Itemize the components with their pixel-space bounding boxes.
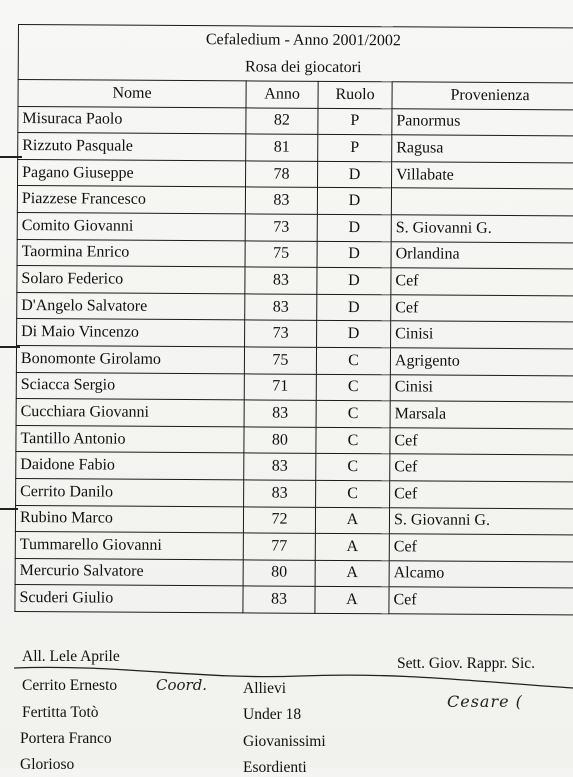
player-role: D [317,267,391,294]
player-origin: Agrigento [390,348,573,376]
player-role: C [316,374,390,401]
player-name: Taormina Enrico [17,239,245,267]
player-name: Rubino Marco [15,505,243,533]
player-origin: S. Giovanni G. [389,507,573,535]
player-year: 75 [245,240,317,267]
player-origin: Alcamo [389,560,573,588]
player-year: 72 [243,506,315,533]
player-year: 71 [244,373,316,400]
player-year: 78 [246,161,318,188]
staff-name-1: Cerrito Ernesto [22,677,118,694]
player-role: D [317,188,391,215]
player-role: D [317,294,391,321]
document-title: Cefaledium - Anno 2001/2002 [18,25,573,57]
player-origin: Cinisi [390,374,573,402]
player-role: P [318,135,392,162]
player-origin: Cef [390,427,573,455]
header-anno: Anno [246,81,318,108]
player-year: 73 [245,320,317,347]
player-year: 83 [244,453,316,480]
player-origin: Cef [389,587,573,615]
player-year: 80 [244,427,316,454]
player-name: Comito Giovanni [17,212,245,240]
player-origin: Cef [390,454,573,482]
player-name: Misuraca Paolo [18,106,246,134]
player-origin: Ragusa [392,135,573,163]
player-origin: Cef [391,268,573,296]
player-role: A [315,533,389,560]
player-origin: Villabate [392,162,573,190]
player-role: D [317,321,391,348]
player-name: Pagano Giuseppe [18,159,246,187]
player-role: A [315,507,389,534]
player-origin: Marsala [390,401,573,429]
player-name: Cerrito Danilo [16,478,244,506]
player-origin: S. Giovanni G. [391,215,573,243]
player-origin: Cef [389,534,573,562]
player-name: Scuderi Giulio [15,585,243,613]
player-origin: Cef [391,295,573,323]
player-year: 80 [243,560,315,587]
player-origin: Cef [390,481,573,509]
player-role: D [317,214,391,241]
player-name: Daidone Fabio [16,452,244,480]
player-name: Cucchiara Giovanni [16,399,244,427]
player-origin: Panormus [392,108,573,136]
player-role: C [316,400,390,427]
player-name: Di Maio Vincenzo [17,319,245,347]
header-nome: Nome [18,80,246,108]
staff-team-2: Under 18 [243,706,302,723]
handwritten-cesare-note: Cesare ( [447,692,523,711]
staff-name-4: Glorioso [20,756,75,773]
player-year: 83 [245,267,317,294]
player-year: 81 [246,134,318,161]
player-origin: Orlandina [391,241,573,269]
player-role: P [318,108,392,135]
player-name: Bonomonte Girolamo [16,345,244,373]
player-name: Sciacca Sergio [16,372,244,400]
settore-label: Sett. Giov. Rappr. Sic. [397,655,536,672]
player-role: C [316,347,390,374]
player-year: 83 [243,586,315,613]
player-name: Piazzese Francesco [17,186,245,214]
player-year: 82 [246,107,318,134]
staff-team-1: Allievi [243,680,287,697]
staff-name-2: Fertitta Totò [22,704,99,721]
player-role: D [317,241,391,268]
player-role: A [315,560,389,587]
player-name: Tummarello Giovanni [15,532,243,560]
player-year: 73 [245,214,317,241]
document-subtitle: Rosa dei giocatori [18,53,573,83]
player-name: Solaro Federico [17,266,245,294]
player-role: D [318,161,392,188]
player-year: 83 [245,294,317,321]
staff-team-3: Giovanissimi [243,733,326,750]
player-name: Mercurio Salvatore [15,558,243,586]
player-name: Tantillo Antonio [16,425,244,453]
player-name: Rizzuto Pasquale [18,133,246,161]
player-year: 83 [245,187,317,214]
handwritten-coord-note: Coord. [156,676,208,694]
player-name: D'Angelo Salvatore [17,292,245,320]
coach-label: All. Lele Aprile [22,648,120,665]
player-year: 75 [244,347,316,374]
player-role: C [316,454,390,481]
player-role: A [315,587,389,614]
header-provenienza: Provenienza [392,82,573,110]
player-year: 83 [244,400,316,427]
player-year: 83 [244,480,316,507]
header-ruolo: Ruolo [318,81,392,108]
player-year: 77 [243,533,315,560]
player-origin: Cinisi [391,321,573,349]
staff-name-3: Portera Franco [20,730,112,747]
staff-team-4: Esordienti [243,759,307,776]
player-role: C [316,480,390,507]
player-role: C [316,427,390,454]
